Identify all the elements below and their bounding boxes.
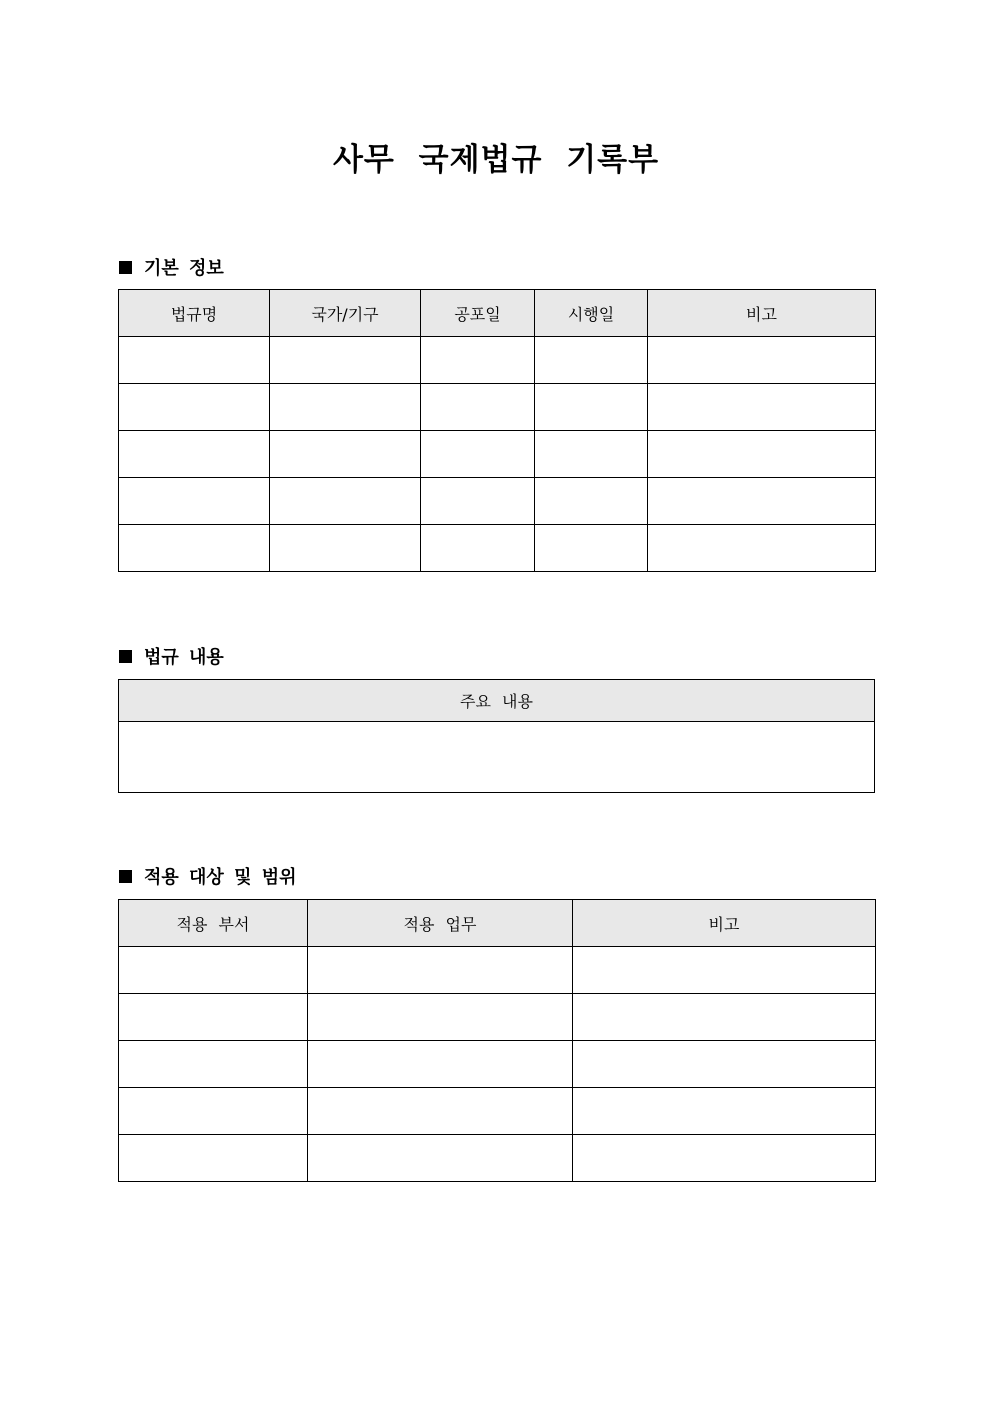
table-row [119,1135,876,1182]
section-heading-scope [119,863,297,889]
column-header: 비고 [648,290,876,337]
table-header-row [119,680,875,722]
table-cell[interactable] [421,525,535,572]
section-heading-basic-info [119,254,224,280]
table-cell[interactable] [535,525,648,572]
table-cell[interactable] [648,478,876,525]
table-cell[interactable] [308,1041,573,1088]
table-cell[interactable] [535,478,648,525]
column-header: 국가/기구 [270,290,421,337]
column-header: 주요 내용 [119,680,875,722]
table-cell[interactable] [119,478,270,525]
table-header-row [119,900,876,947]
column-header: 시행일 [535,290,648,337]
table-row [119,1041,876,1088]
square-bullet-icon [119,870,132,883]
table-cell[interactable] [119,337,270,384]
table-cell[interactable] [308,947,573,994]
section-heading-regulation-content [119,643,224,669]
table-cell[interactable] [535,431,648,478]
page-title: 사무 국제법규 기록부 [332,142,660,178]
basic-info-table [118,289,876,572]
table-cell[interactable] [535,337,648,384]
table-cell[interactable] [119,431,270,478]
table-row [119,1088,876,1135]
table-row [119,431,876,478]
table-cell[interactable] [119,722,875,793]
scope-table [118,899,876,1182]
table-cell[interactable] [308,1088,573,1135]
table-row [119,337,876,384]
section-heading-label: 법규 내용 [144,647,224,668]
table-cell[interactable] [119,1088,308,1135]
table-cell[interactable] [573,1041,876,1088]
table-cell[interactable] [648,337,876,384]
table-cell[interactable] [308,994,573,1041]
table-cell[interactable] [573,994,876,1041]
column-header: 적용 업무 [308,900,573,947]
table-cell[interactable] [573,947,876,994]
column-header: 적용 부서 [119,900,308,947]
table-cell[interactable] [270,525,421,572]
table-cell[interactable] [535,384,648,431]
table-row [119,384,876,431]
table-cell[interactable] [119,947,308,994]
table-row [119,994,876,1041]
table-cell[interactable] [421,478,535,525]
table-cell[interactable] [119,384,270,431]
table-cell[interactable] [119,994,308,1041]
column-header: 공포일 [421,290,535,337]
table-cell[interactable] [573,1135,876,1182]
table-cell[interactable] [648,525,876,572]
table-row [119,525,876,572]
table-cell[interactable] [421,384,535,431]
table-cell[interactable] [270,431,421,478]
table-cell[interactable] [648,384,876,431]
table-cell[interactable] [119,1041,308,1088]
table-header-row [119,290,876,337]
table-cell[interactable] [119,1135,308,1182]
table-cell[interactable] [421,431,535,478]
square-bullet-icon [119,650,132,663]
table-cell[interactable] [270,384,421,431]
table-cell[interactable] [648,431,876,478]
square-bullet-icon [119,261,132,274]
table-cell[interactable] [308,1135,573,1182]
table-cell[interactable] [270,478,421,525]
section-heading-label: 적용 대상 및 범위 [144,867,297,888]
table-cell[interactable] [270,337,421,384]
table-row [119,722,875,793]
table-cell[interactable] [119,525,270,572]
table-cell[interactable] [421,337,535,384]
table-row [119,478,876,525]
table-row [119,947,876,994]
table-cell[interactable] [573,1088,876,1135]
column-header: 법규명 [119,290,270,337]
column-header: 비고 [573,900,876,947]
regulation-content-table [118,679,875,793]
section-heading-label: 기본 정보 [144,258,224,279]
